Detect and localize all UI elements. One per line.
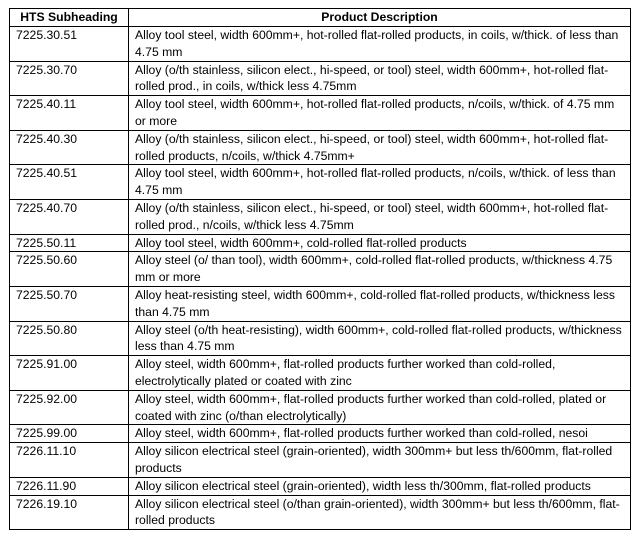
product-description-cell: Alloy (o/th stainless, silicon elect., hi-speed, or tool) steel, width 600mm+, hot-rolled flat-rolled prod., in coils, w/thick less 4.75mm <box>129 61 631 96</box>
product-description-cell: Alloy heat-resisting steel, width 600mm+, cold-rolled flat-rolled products, w/thickness less than 4.75 mm <box>129 286 631 321</box>
table-body <box>10 27 631 530</box>
product-description-cell: Alloy tool steel, width 600mm+, hot-rolled flat-rolled products, n/coils, w/thick. of less than 4.75 mm <box>129 165 631 200</box>
hts-product-table <box>9 8 631 530</box>
table-row <box>10 234 631 252</box>
table-row <box>10 495 631 530</box>
product-description-cell: Alloy silicon electrical steel (o/than grain-oriented), width 300mm+ but less th/600mm, flat-rolled products <box>129 495 631 530</box>
table-row <box>10 321 631 356</box>
table-row <box>10 165 631 200</box>
column-header-hts-subheading: HTS Subheading <box>10 9 129 27</box>
hts-code-cell: 7225.50.60 <box>10 252 129 287</box>
column-header-product-description: Product Description <box>129 9 631 27</box>
hts-code-cell: 7225.50.80 <box>10 321 129 356</box>
table-row <box>10 96 631 131</box>
product-description-cell: Alloy (o/th stainless, silicon elect., hi-speed, or tool) steel, width 600mm+, hot-rolled flat-rolled prod., n/coils, w/thick less 4.75mm <box>129 199 631 234</box>
table-row <box>10 286 631 321</box>
product-description-cell: Alloy silicon electrical steel (grain-oriented), width 300mm+ but less th/600mm, flat-rolled products <box>129 443 631 478</box>
table-row <box>10 130 631 165</box>
hts-table-container <box>9 8 630 530</box>
hts-code-cell: 7225.30.70 <box>10 61 129 96</box>
table-row <box>10 443 631 478</box>
product-description-cell: Alloy tool steel, width 600mm+, hot-rolled flat-rolled products, n/coils, w/thick. of 4.75 mm or more <box>129 96 631 131</box>
product-description-cell: Alloy (o/th stainless, silicon elect., hi-speed, or tool) steel, width 600mm+, hot-rolled flat-rolled products, n/coils, w/thick 4.75mm+ <box>129 130 631 165</box>
hts-code-cell: 7225.50.11 <box>10 234 129 252</box>
header-row <box>10 9 631 27</box>
hts-code-cell: 7225.50.70 <box>10 286 129 321</box>
table-row <box>10 252 631 287</box>
table-row <box>10 61 631 96</box>
hts-code-cell: 7225.92.00 <box>10 390 129 425</box>
hts-code-cell: 7225.91.00 <box>10 356 129 391</box>
product-description-cell: Alloy steel, width 600mm+, flat-rolled products further worked than cold-rolled, plated or coated with zinc (o/than electrolytically) <box>129 390 631 425</box>
table-row <box>10 27 631 62</box>
hts-code-cell: 7226.11.90 <box>10 477 129 495</box>
hts-code-cell: 7225.30.51 <box>10 27 129 62</box>
hts-code-cell: 7225.40.51 <box>10 165 129 200</box>
table-row <box>10 356 631 391</box>
product-description-cell: Alloy silicon electrical steel (grain-oriented), width less th/300mm, flat-rolled products <box>129 477 631 495</box>
hts-code-cell: 7225.40.70 <box>10 199 129 234</box>
hts-code-cell: 7225.99.00 <box>10 425 129 443</box>
product-description-cell: Alloy steel, width 600mm+, flat-rolled products further worked than cold-rolled, electrolytically plated or coated with zinc <box>129 356 631 391</box>
table-row <box>10 477 631 495</box>
hts-code-cell: 7225.40.11 <box>10 96 129 131</box>
table-header <box>10 9 631 27</box>
hts-code-cell: 7226.11.10 <box>10 443 129 478</box>
hts-code-cell: 7226.19.10 <box>10 495 129 530</box>
table-row <box>10 199 631 234</box>
table-row <box>10 425 631 443</box>
table-row <box>10 390 631 425</box>
product-description-cell: Alloy steel (o/th heat-resisting), width 600mm+, cold-rolled flat-rolled products, w/thickness less than 4.75 mm <box>129 321 631 356</box>
product-description-cell: Alloy steel (o/ than tool), width 600mm+, cold-rolled flat-rolled products, w/thickness 4.75 mm or more <box>129 252 631 287</box>
hts-code-cell: 7225.40.30 <box>10 130 129 165</box>
product-description-cell: Alloy steel, width 600mm+, flat-rolled products further worked than cold-rolled, nesoi <box>129 425 631 443</box>
product-description-cell: Alloy tool steel, width 600mm+, hot-rolled flat-rolled products, in coils, w/thick. of less than 4.75 mm <box>129 27 631 62</box>
product-description-cell: Alloy tool steel, width 600mm+, cold-rolled flat-rolled products <box>129 234 631 252</box>
